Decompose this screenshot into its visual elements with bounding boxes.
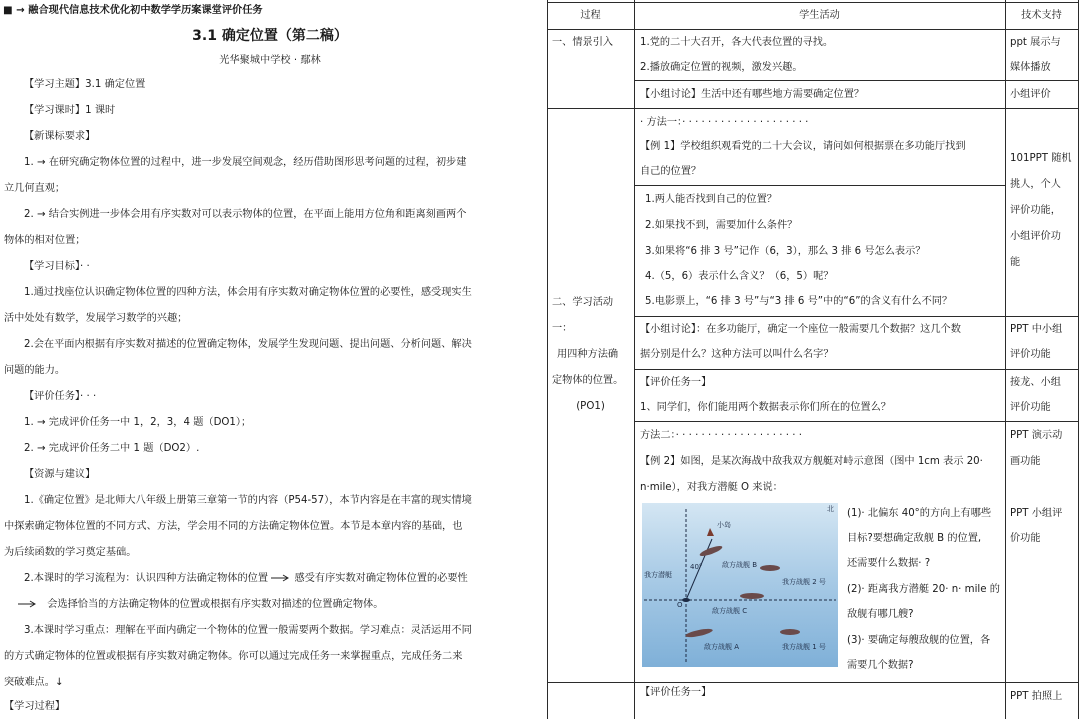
intro-activity-2: 2.播放确定位置的视频，激发兴趣。 [640, 62, 803, 73]
resource-3-line-c: 突破难点。↓ [4, 677, 64, 688]
map-label-angle: 40° [690, 563, 703, 571]
method-2-label: 方法二：· · · · · · · · · · · · · · · · · · · · [640, 430, 802, 441]
resource-1-line-c: 为后续函数的学习奠定基础。 [4, 547, 137, 558]
sub-question-3-line-a: (3)· 要确定每艘敌舰的位置，各 [847, 635, 991, 646]
question-5: 5.电影票上，“6 排 3 号”与“3 排 6 号”中的“6”的含义有什么不同？ [645, 296, 953, 307]
method-1-label: · 方法一：· · · · · · · · · · · · · · · · · · · · [640, 117, 809, 128]
sub-question-2-line-a: (2)· 距离我方潜艇 20· n· mile 的 [847, 584, 1000, 595]
process-activity-1-line-a: 二、学习活动 [552, 297, 614, 308]
method-2-tech-line-a: PPT 演示动 [1010, 430, 1063, 441]
table-row-divider [634, 185, 1005, 186]
map-label-ship-1: 我方战舰 1 号 [782, 643, 826, 651]
evaluation-task-1-title: 【评价任务一】 [640, 377, 712, 388]
group-discussion-2-tech-a: PPT 中小组 [1010, 324, 1063, 335]
flow-step-1: 2.本课时的学习流程为：认识四种方法确定物体的位置 [24, 573, 269, 584]
question-4: 4.（5，6）表示什么含义？（6，5）呢？ [645, 271, 834, 282]
tasks-title: 【评价任务】· · · [24, 391, 97, 402]
process-activity-1-code: (PO1) [576, 401, 605, 412]
process-title: 【学习过程】 [4, 701, 66, 712]
goal-1-line-a: 1.通过找座位认识确定物体位置的四种方法，体会用有序实数对确定物体位置的必要性，感受现实生 [24, 287, 472, 298]
method-1-tech-line-c: 评价功能， [1010, 205, 1061, 216]
task-1: 1. → 完成评价任务一中 1，2，3，4 题（DO1）； [24, 417, 252, 428]
standards-title: 【新课标要求】 [24, 131, 96, 142]
naval-battle-map [642, 503, 838, 667]
method-2-tech-line-b: 画功能 [1010, 456, 1041, 467]
goals-title: 【学习目标】· · [24, 261, 90, 272]
table-row-divider [547, 682, 1079, 683]
standard-1-line-b: 立几何直观； [4, 183, 66, 194]
last-row-tech: PPT 拍照上 [1010, 691, 1063, 702]
group-discussion-1-tech: 小组评价 [1010, 89, 1051, 100]
group-discussion-2-tech-b: 评价功能 [1010, 349, 1051, 360]
flow-step-3: 会选择恰当的方法确定物体的位置或根据有序实数对描述的位置确定物体。 [47, 599, 384, 610]
sub-question-1-line-c: 还需要什么数据· ? [847, 558, 931, 569]
resource-3-line-b: 的方式确定物体的位置或根据有序实数对确定物体。你可以通过完成任务一来掌握重点，完成任务二来 [4, 651, 463, 662]
question-2: 2.如果找不到，需要加什么条件？ [645, 220, 798, 231]
evaluation-task-repeat-title: 【评价任务一】 [640, 687, 712, 698]
method-1-tech-line-a: 101PPT 随机 [1010, 153, 1072, 164]
method-2-tech-line-d: 价功能 [1010, 533, 1041, 544]
table-row-divider [547, 108, 1079, 109]
map-label-enemy-b: 敌方战舰 B [722, 561, 758, 569]
intro-tech-line-a: ppt 展示与 [1010, 37, 1061, 48]
group-discussion-2-line-b: 据分别是什么？这种方法可以叫什么名字？ [640, 349, 834, 360]
method-1-tech-line-b: 挑人，个人 [1010, 179, 1061, 190]
table-row-divider [547, 29, 1079, 30]
map-label-o: O [677, 601, 683, 609]
author-line: 光华聚城中学校 · 鄢林 [219, 55, 321, 66]
question-3: 3.如果将“6 排 3 号”记作（6，3），那么 3 排 6 号怎么表示？ [645, 246, 926, 257]
map-label-ship-2: 我方战舰 2 号 [782, 578, 826, 586]
table-row-divider [634, 80, 1079, 81]
intro-tech-line-b: 媒体播放 [1010, 62, 1051, 73]
evaluation-task-1-tech-a: 接龙、小组 [1010, 377, 1061, 388]
arrow-right-icon [18, 600, 38, 608]
sub-question-1-line-b: 目标?要想确定敌舰 B 的位置, [847, 533, 982, 544]
resources-title: 【资源与建议】 [24, 469, 96, 480]
table-border-top [547, 2, 1079, 3]
learning-period: 【学习课时】1 课时 [24, 105, 116, 116]
document-heading: ■ → 融合现代信息技术优化初中数学学历案课堂评价任务 [3, 5, 263, 16]
sub-question-2-line-b: 敌舰有哪几艘? [847, 609, 914, 620]
example-1-line-b: 自己的位置？ [640, 166, 702, 177]
map-label-island: 小岛 [717, 521, 731, 529]
map-label-enemy-c: 敌方战舰 C [712, 607, 748, 615]
resource-1-line-a: 1.《确定位置》是北师大八年级上册第三章第一节的内容（P54-57），本节内容是在丰富的现实情境 [24, 495, 472, 506]
header-tech: 技术支持 [1021, 10, 1062, 21]
intro-activity-1: 1.党的二十大召开，各大代表位置的寻找。 [640, 37, 834, 48]
table-row-divider [634, 421, 1079, 422]
process-activity-1-line-c: 用四种方法确 [557, 349, 619, 360]
method-1-tech-line-d: 小组评价功 [1010, 231, 1061, 242]
lesson-table [547, 0, 1080, 719]
process-activity-1-line-d: 定物体的位置。 [552, 375, 624, 386]
goal-2-line-a: 2.会在平面内根据有序实数对描述的位置确定物体，发展学生发现问题、提出问题、分析问题、解决 [24, 339, 472, 350]
evaluation-task-1-tech-b: 评价功能 [1010, 402, 1051, 413]
task-2: 2. → 完成评价任务二中 1 题（DO2）. [24, 443, 200, 454]
example-2-line-a: 【例 2】如图，是某次海战中敌我双方舰艇对峙示意图（图中 1cm 表示 20· [640, 456, 983, 467]
header-activity: 学生活动 [799, 10, 840, 21]
table-row-divider [634, 369, 1079, 370]
sub-question-1-line-a: (1)· 北偏东 40°的方向上有哪些 [847, 508, 992, 519]
table-row-divider [634, 316, 1079, 317]
example-1-line-a: 【例 1】学校组织观看党的二十大会议，请问如何根据票在多功能厅找到 [640, 141, 966, 152]
map-label-our-sub: 我方潜艇 [644, 571, 672, 579]
resource-2-line-a [24, 572, 514, 586]
resource-1-line-b: 中探索确定物体位置的不同方式、方法，学会用不同的方法确定物体位置。本节是本章内容的基础，也 [4, 521, 463, 532]
resource-2-line-b [18, 598, 528, 612]
goal-1-line-b: 活中处处有数学，发展学习数学的兴趣； [4, 313, 188, 324]
goal-2-line-b: 问题的能力。 [4, 365, 66, 376]
header-process: 过程 [580, 10, 601, 21]
evaluation-task-1-question: 1、同学们，你们能用两个数据表示你们所在的位置么？ [640, 402, 891, 413]
arrow-right-icon [271, 574, 291, 582]
group-discussion-1: 【小组讨论】生活中还有哪些地方需要确定位置？ [640, 89, 865, 100]
process-activity-1-line-b: 一： [552, 323, 573, 334]
group-discussion-2-line-a: 【小组讨论】：在多功能厅，确定一个座位一般需要几个数据？这几个数 [640, 324, 961, 335]
process-intro: 一、情景引入 [552, 37, 614, 48]
method-1-tech-line-e: 能 [1010, 257, 1021, 268]
map-label-north: 北 [827, 505, 834, 513]
method-2-tech-line-c: PPT 小组评 [1010, 508, 1063, 519]
standard-2-line-b: 物体的相对位置； [4, 235, 86, 246]
example-2-line-b: n·mile），对我方潜艇 O 来说： [640, 482, 783, 493]
map-label-enemy-a: 敌方战舰 A [704, 643, 740, 651]
standard-1-line-a: 1. → 在研究确定物体位置的过程中，进一步发展空间观念，经历借助图形思考问题的过程，初步建 [24, 157, 467, 168]
standard-2-line-a: 2. → 结合实例进一步体会用有序实数对可以表示物体的位置，在平面上能用方位角和距离刻画两个 [24, 209, 467, 220]
page-title: 3.1 确定位置（第二稿） [192, 28, 348, 44]
question-1: 1.两人能否找到自己的位置？ [645, 194, 777, 205]
sub-question-3-line-b: 需要几个数据? [847, 660, 914, 671]
resource-3-line-a: 3.本课时学习重点：理解在平面内确定一个物体的位置一般需要两个数据。学习难点：灵活运用不同 [24, 625, 472, 636]
learning-subject: 【学习主题】3.1 确定位置 [24, 79, 146, 90]
flow-step-2: 感受有序实数对确定物体位置的必要性 [294, 573, 468, 584]
